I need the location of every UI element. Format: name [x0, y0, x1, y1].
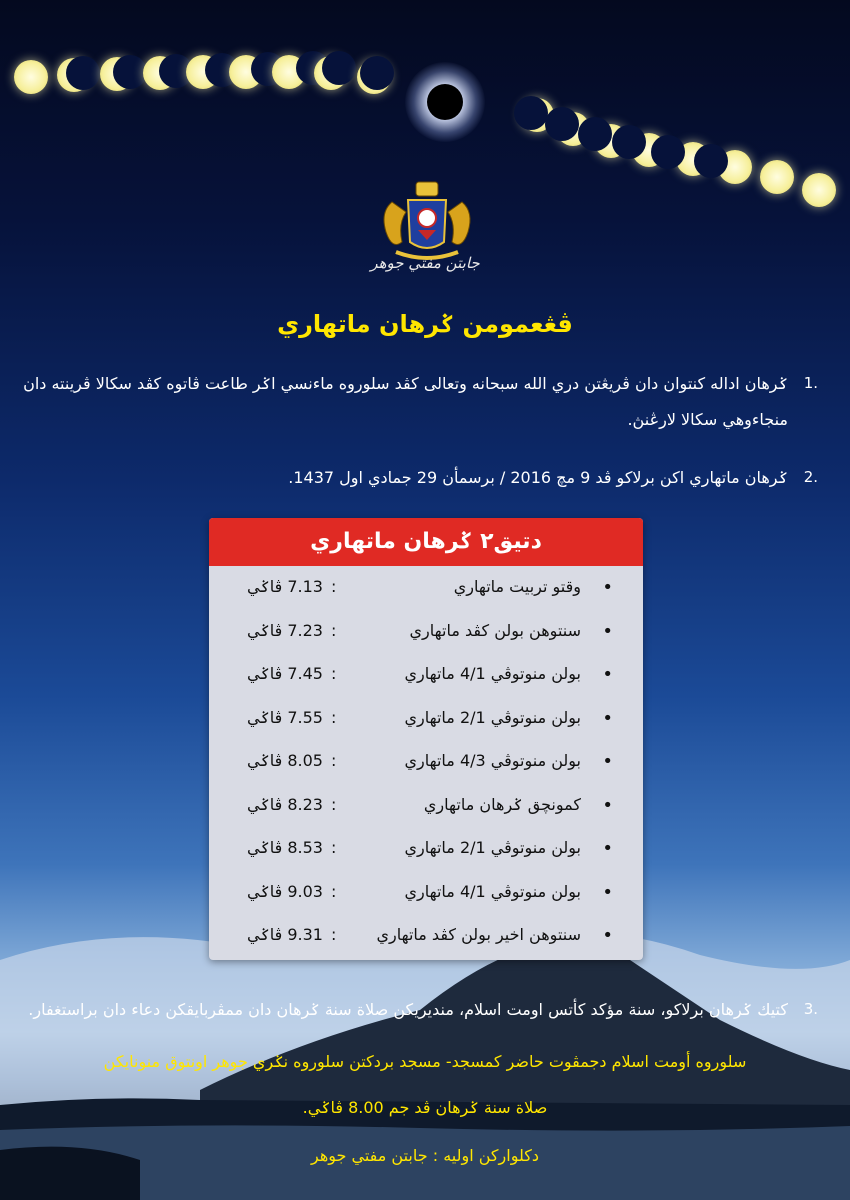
schedule-label: كمونچق ݢرهان ماتهاري [423, 794, 581, 814]
separator: : [331, 751, 337, 770]
moon-phase [545, 107, 579, 141]
bullet-icon: • [602, 925, 613, 946]
separator: : [331, 838, 337, 857]
schedule-time: 7.23 ڤاݢي [247, 620, 323, 640]
bullet-icon: • [602, 838, 613, 859]
moon-phase [66, 56, 100, 90]
schedule-row [209, 610, 643, 654]
schedule-time: 8.05 ڤاݢي [247, 751, 323, 770]
schedule-time: 8.53 ڤاݢي [247, 838, 323, 857]
schedule-row [209, 697, 643, 741]
footer-announcement-line: صلاة سنة ݢرهان ڤد جم 8.00 ڤاݢي. [302, 1098, 548, 1117]
separator: : [331, 577, 337, 596]
page-title: ڤڠعمومن ݢرهان ماتهاري [277, 310, 573, 338]
moon-phase [578, 117, 612, 151]
schedule-label: بولن منوتوڤي 2/1 ماتهاري [404, 838, 581, 857]
schedule-time: 7.45 ڤاݢي [247, 664, 323, 683]
schedule-label: بولن منوتوڤي 4/1 ماتهاري [404, 881, 581, 901]
schedule-row [209, 566, 643, 610]
bullet-icon: • [602, 620, 613, 642]
schedule-title: دتيق٢ ݢرهان ماتهاري [209, 518, 643, 566]
schedule-time: 7.55 ڤاݢي [247, 707, 323, 727]
bullet-icon: • [602, 794, 613, 816]
separator: : [331, 794, 337, 814]
separator: : [331, 664, 337, 683]
moon-phase [113, 55, 147, 89]
separator: : [331, 881, 337, 901]
schedule-label: بولن منوتوڤي 4/1 ماتهاري [404, 664, 581, 683]
schedule-time: 9.03 ڤاݢي [247, 881, 323, 901]
emblem-caption: جابتن مفتي جوهر [370, 254, 480, 272]
johor-coat-of-arms-icon [372, 172, 482, 292]
schedule-row [209, 740, 643, 784]
bullet-icon: • [602, 881, 613, 903]
separator: : [331, 707, 337, 727]
paragraph-text: ݢرهان ماتهاري اكن برلاكو ڤد 9 مچ 2016 / برسمأن 29 جمادي اول 1437. [288, 468, 788, 487]
footer-issuer: دكلواركن اوليه : جابتن مفتي جوهر [310, 1146, 540, 1165]
moon-phase [651, 135, 685, 169]
moon-phase [612, 125, 646, 159]
sun-phase [802, 173, 836, 207]
footer-announcement-line: سلوروه أومت اسلام دجمڤوت حاضر كمسجد- مسجد بردكتن سلوروه نݢري جوهر اونتوق منونايكن [103, 1052, 747, 1071]
schedule-row [209, 914, 643, 958]
schedule-row [209, 871, 643, 915]
paragraph-number: 1. [803, 374, 818, 392]
paragraph-text: ݢرهان اداله كنتوان دان ڤريڠتن دري الله سبحانه وتعالى كڤد سلوروه ماءنسي اݢر طاعت ڤاتوه كڤد سكالا ڤرينته دان منجاءوهي سكالا لارڠنڽ. [23, 374, 788, 429]
schedule-table [209, 518, 643, 960]
moon-phase [322, 51, 356, 85]
schedule-label: بولن منوتوڤي 4/3 ماتهاري [404, 751, 581, 770]
schedule-row [209, 827, 643, 871]
sun-phase [760, 160, 794, 194]
moon-phase [514, 96, 548, 130]
paragraph-text: كتيك ݢرهان برلاكو، سنة مؤكد كأتس اومت اسلام، منديريكن صلاة سنة ݢرهان دان ممڤربايقكن دعاء دان براستغفار. [28, 1000, 788, 1019]
schedule-time: 8.23 ڤاݢي [247, 794, 323, 814]
separator: : [331, 620, 337, 640]
moon-phase [694, 144, 728, 178]
schedule-label: بولن منوتوڤي 2/1 ماتهاري [404, 707, 581, 727]
moon-phase [360, 56, 394, 90]
bullet-icon: • [602, 664, 613, 685]
schedule-time: 7.13 ڤاݢي [247, 577, 323, 596]
separator: : [331, 925, 337, 944]
schedule-time: 9.31 ڤاݢي [247, 925, 323, 944]
bullet-icon: • [602, 751, 613, 772]
sun-phase [14, 60, 48, 94]
paragraph-number: 3. [803, 1000, 818, 1018]
bullet-icon: • [602, 707, 613, 729]
paragraph-number: 2. [803, 468, 818, 486]
schedule-label: وقتو تربيت ماتهاري [453, 577, 581, 596]
schedule-label: سنتوهن اخير بولن كڤد ماتهاري [376, 925, 581, 944]
total-eclipse-disc [427, 84, 463, 120]
schedule-row [209, 653, 643, 697]
schedule-row [209, 784, 643, 828]
schedule-label: سنتوهن بولن كڤد ماتهاري [409, 620, 581, 640]
bullet-icon: • [602, 577, 613, 598]
